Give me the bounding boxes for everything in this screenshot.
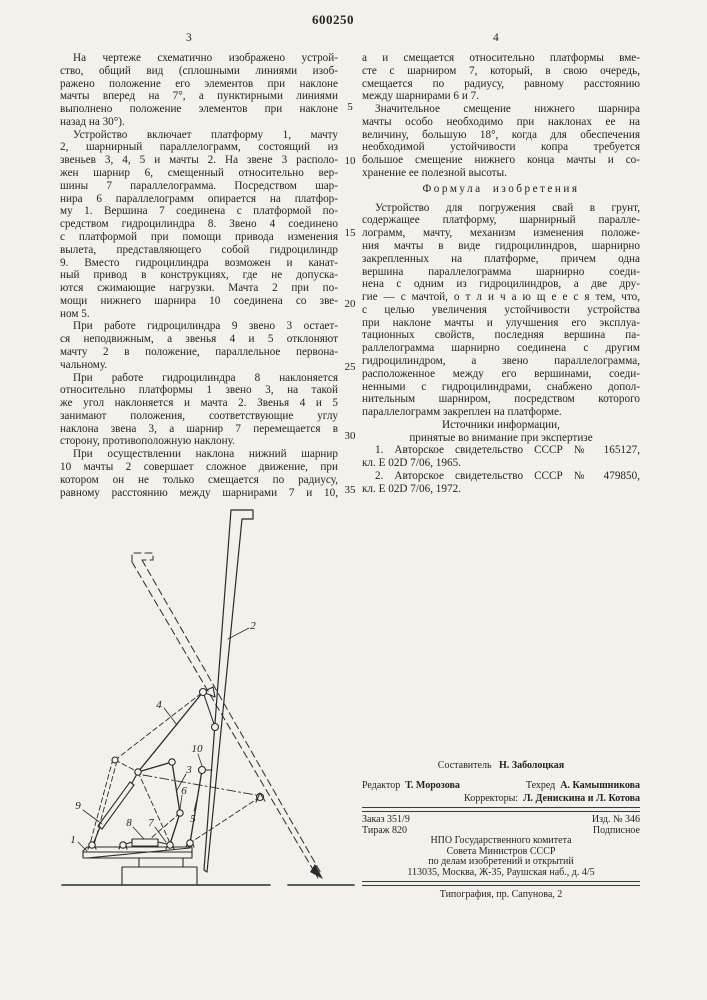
link-3: [170, 762, 180, 844]
text-line: нена с одним из гидроцилиндров, а две дру-: [362, 278, 640, 291]
izd-number: Изд. № 346: [591, 814, 640, 825]
line-number: 20: [344, 298, 356, 310]
text-line: с платформой при помощи привода изменения: [60, 230, 338, 243]
editor-techred-line: [362, 780, 640, 791]
text-line: ся неподвижным, а звенья 4 и 5 отклоняют: [60, 333, 338, 346]
text-line: Устройство для погружения свай в грунт,: [375, 201, 640, 214]
colophon: [362, 760, 640, 900]
text-line: вершина параллелограмма шарнирно соеди-: [362, 265, 640, 278]
text-line: раллелограмма шарнирно соединена с другим: [362, 342, 640, 355]
divider-rule: [362, 807, 640, 812]
text-line: ство, общий вид (сплошными линиями изоб-: [60, 64, 338, 77]
pile-driver-schematic: [52, 498, 367, 893]
text-line: котором он не только смещается по радиусу,: [60, 473, 338, 486]
podpisnoe: Подписное: [592, 825, 640, 836]
correctors-line: Корректоры: Л. Денискина и Л. Котова: [464, 793, 640, 804]
compiler-name: Н. Заболоцкая: [499, 760, 565, 771]
text-line: закрепленных на платформе, причем одна: [362, 252, 640, 265]
figure-label-3: 3: [186, 764, 192, 776]
text-line: с целью увеличения устойчивости устройства: [362, 303, 640, 316]
text-line: ненными с гидроцилиндрами, снабжено допол-: [362, 380, 640, 393]
figure-label-10: 10: [191, 743, 203, 755]
patent-drawing: [52, 498, 367, 898]
text-line: Источники информации,: [442, 418, 560, 431]
text-line: мощи нижнего шарнира 10 соединена со зве-: [60, 294, 338, 307]
text-line: хранение ее полезной высоты.: [362, 167, 507, 180]
text-line: сте с шарниром 7, который, в свою очередь,: [362, 64, 640, 77]
text-line: большое смещение нижнего конца мачты и со-: [362, 154, 640, 167]
text-line: средством гидроцилиндра 8. Звено 4 соединено: [60, 218, 338, 231]
text-line: ный привод в конструкциях, где не допуска-: [60, 269, 338, 282]
text-line: сторону, противоположную наклону.: [60, 435, 235, 448]
text-line: нительным шарниром, посредством которого: [362, 393, 640, 406]
link-5: [190, 770, 202, 843]
compiler-line: [362, 760, 640, 771]
text-line: При работе гидроцилиндра 8 наклоняется: [73, 371, 338, 384]
text-line: смещается по радиусу, равному расстоянию: [362, 77, 640, 90]
org-line-3: по делам изобретений и открытий: [428, 856, 574, 868]
text-line: звеньев 3, 4, 5 и мачты 2. На звене 3 располо-: [60, 154, 338, 167]
hydrocylinder-8: [132, 839, 158, 846]
margin-line-numbers: [338, 0, 362, 520]
text-line: параллелограмм закреплен на платформе.: [362, 406, 562, 419]
text-line: Устройство включает платформу 1, мачту: [73, 128, 338, 141]
line-number: 25: [344, 361, 356, 373]
text-line: гидроцилиндром, а звено параллелограмма,: [362, 354, 640, 367]
text-line: ются сжимающие нагрузки. Мачта 2 при по-: [60, 282, 338, 295]
figure-label-6: 6: [181, 785, 187, 797]
techred: Техред А. Камышникова: [525, 780, 640, 791]
text-line: величину, большую 18°, когда для обеспечения: [362, 128, 640, 141]
text-line: наклона звена 3, а шарнир 7 перемещается в: [60, 422, 338, 435]
patent-number: 600250: [312, 12, 354, 27]
org-line-1: НПО Государственного комитета: [430, 835, 572, 846]
text-line: гие — с мачтой, о т л и ч а ю щ е е с я тем, что,: [362, 291, 640, 304]
link-b-c: [138, 762, 172, 772]
text-line: На чертеже схематично изображено устрой-: [73, 52, 338, 64]
text-line: 9. Вместо гидроцилиндра возможен и канат-: [60, 256, 338, 269]
editor: Редактор Т. Морозова: [362, 780, 460, 791]
tirazh: Тираж 820: [362, 825, 408, 836]
figure-label-7: 7: [148, 817, 154, 829]
divider-rule-bottom: [362, 881, 640, 886]
hydrocylinder-9: [94, 772, 138, 842]
text-line: При осуществлении наклона нижний шарнир: [73, 448, 338, 461]
pedestal-block: [122, 867, 197, 885]
line-number: 10: [344, 155, 356, 167]
text-line: жен шарнир 6, смещенный относительно вер-: [60, 167, 338, 180]
text-line: ния мачты в виде гидроцилиндров, шарнирно: [362, 239, 640, 252]
pedestal-step: [139, 858, 183, 867]
text-line: а и смещается относительно платформы вме-: [362, 52, 640, 64]
figure-label-9: 9: [75, 800, 81, 812]
text-line: принятые во внимание при экспертизе: [409, 431, 593, 444]
text-line: назад на 30°).: [60, 115, 125, 128]
text-line: занимают положения, соответствующие углу: [60, 409, 338, 422]
text-line: тационных свойств, последняя вершина па-: [362, 329, 640, 342]
text-line: При работе гидроцилиндра 9 звено 3 остает-: [73, 320, 338, 333]
text-line: Значительное смещение нижнего шарнира: [375, 103, 640, 116]
text-line: при наклоне мачты и улучшения его эксплуа-: [362, 316, 640, 329]
figure-label-5: 5: [190, 813, 196, 825]
text-line: же угол наклоняется и мачта 2. Звенья 4 и 5: [60, 397, 338, 410]
platform-slab: [83, 847, 192, 858]
figure-label-8: 8: [126, 817, 132, 829]
text-line: ном 5.: [60, 307, 90, 320]
line-number: 30: [344, 430, 356, 442]
text-line: вылета, представляющего собой гидроцилиндр: [60, 243, 338, 256]
text-line: 2. Авторское свидетельство СССР № 479850,: [375, 470, 640, 482]
org-line-2: Совета Министров СССР: [446, 845, 556, 857]
text-line: расположенное между его вершинами, соеди-: [362, 367, 640, 380]
text-line: необходимой устойчивости копра требуется: [362, 141, 640, 154]
text-line: 10 мачты 2 совершает сложное движение, при: [60, 461, 338, 473]
text-line: мачты вперед на 7°, а пунктирными линиями: [60, 90, 338, 103]
mast-solid: [204, 510, 253, 872]
mast-dashed: [132, 553, 322, 878]
figure-label-2: 2: [250, 620, 256, 632]
text-line: мачты особо необходимо при наклонах ее на: [362, 115, 640, 128]
text-line: 1. Авторское свидетельство СССР № 165127,: [375, 444, 640, 457]
line-number: 35: [344, 484, 356, 496]
text-line: 2, шарнирный параллелограмм, состоящий из: [60, 141, 338, 154]
text-line: кл. Е 02D 7/06, 1972.: [362, 482, 461, 495]
page-number-right: 4: [493, 32, 499, 44]
text-line: между шарнирами 6 и 7.: [362, 90, 479, 103]
text-line: шины 7 параллелограмма. Посредством шар-: [60, 179, 338, 192]
compiler-label: Составитель: [437, 760, 492, 771]
text-line: относительно платформы 1 звено 3, на такой: [60, 384, 338, 397]
text-line: Формула изобретения: [422, 182, 580, 195]
text-line: му 1. Вершина 7 соединена с платформой по-: [60, 205, 338, 218]
page-number-left: 3: [186, 32, 192, 44]
figure-label-4: 4: [156, 699, 162, 711]
text-line: равному расстоянию между шарнирами 7 и 10,: [60, 486, 338, 499]
figure-label-1: 1: [70, 834, 76, 846]
order-izd-line: [362, 814, 640, 825]
right-text-column: [362, 52, 640, 496]
text-line: лограмм, мачту, механизм изменения положе-: [362, 227, 640, 240]
text-line: выполнено положение элементов при наклоне: [60, 103, 338, 116]
text-line: чальному.: [60, 358, 108, 371]
text-line: мачту 2 в положение, параллельное первона-: [60, 345, 338, 358]
order-number: Заказ 351/9: [362, 814, 410, 825]
line-number: 5: [347, 101, 353, 113]
left-text-column: [60, 52, 338, 499]
text-line: кл. Е 02D 7/06, 1965.: [362, 457, 461, 470]
text-line: нира 6 параллелограмм опирается на платфор-: [60, 192, 338, 205]
text-line: ражено положение его элементов при наклоне: [60, 77, 338, 90]
line-number: 15: [344, 227, 356, 239]
text-line: содержащее платформу, шарнирный паралле-: [362, 214, 640, 227]
printer-line: Типография, пр. Сапунова, 2: [439, 889, 563, 901]
org-address: 113035, Москва, Ж-35, Раушская наб., д. 4/5: [407, 866, 595, 878]
